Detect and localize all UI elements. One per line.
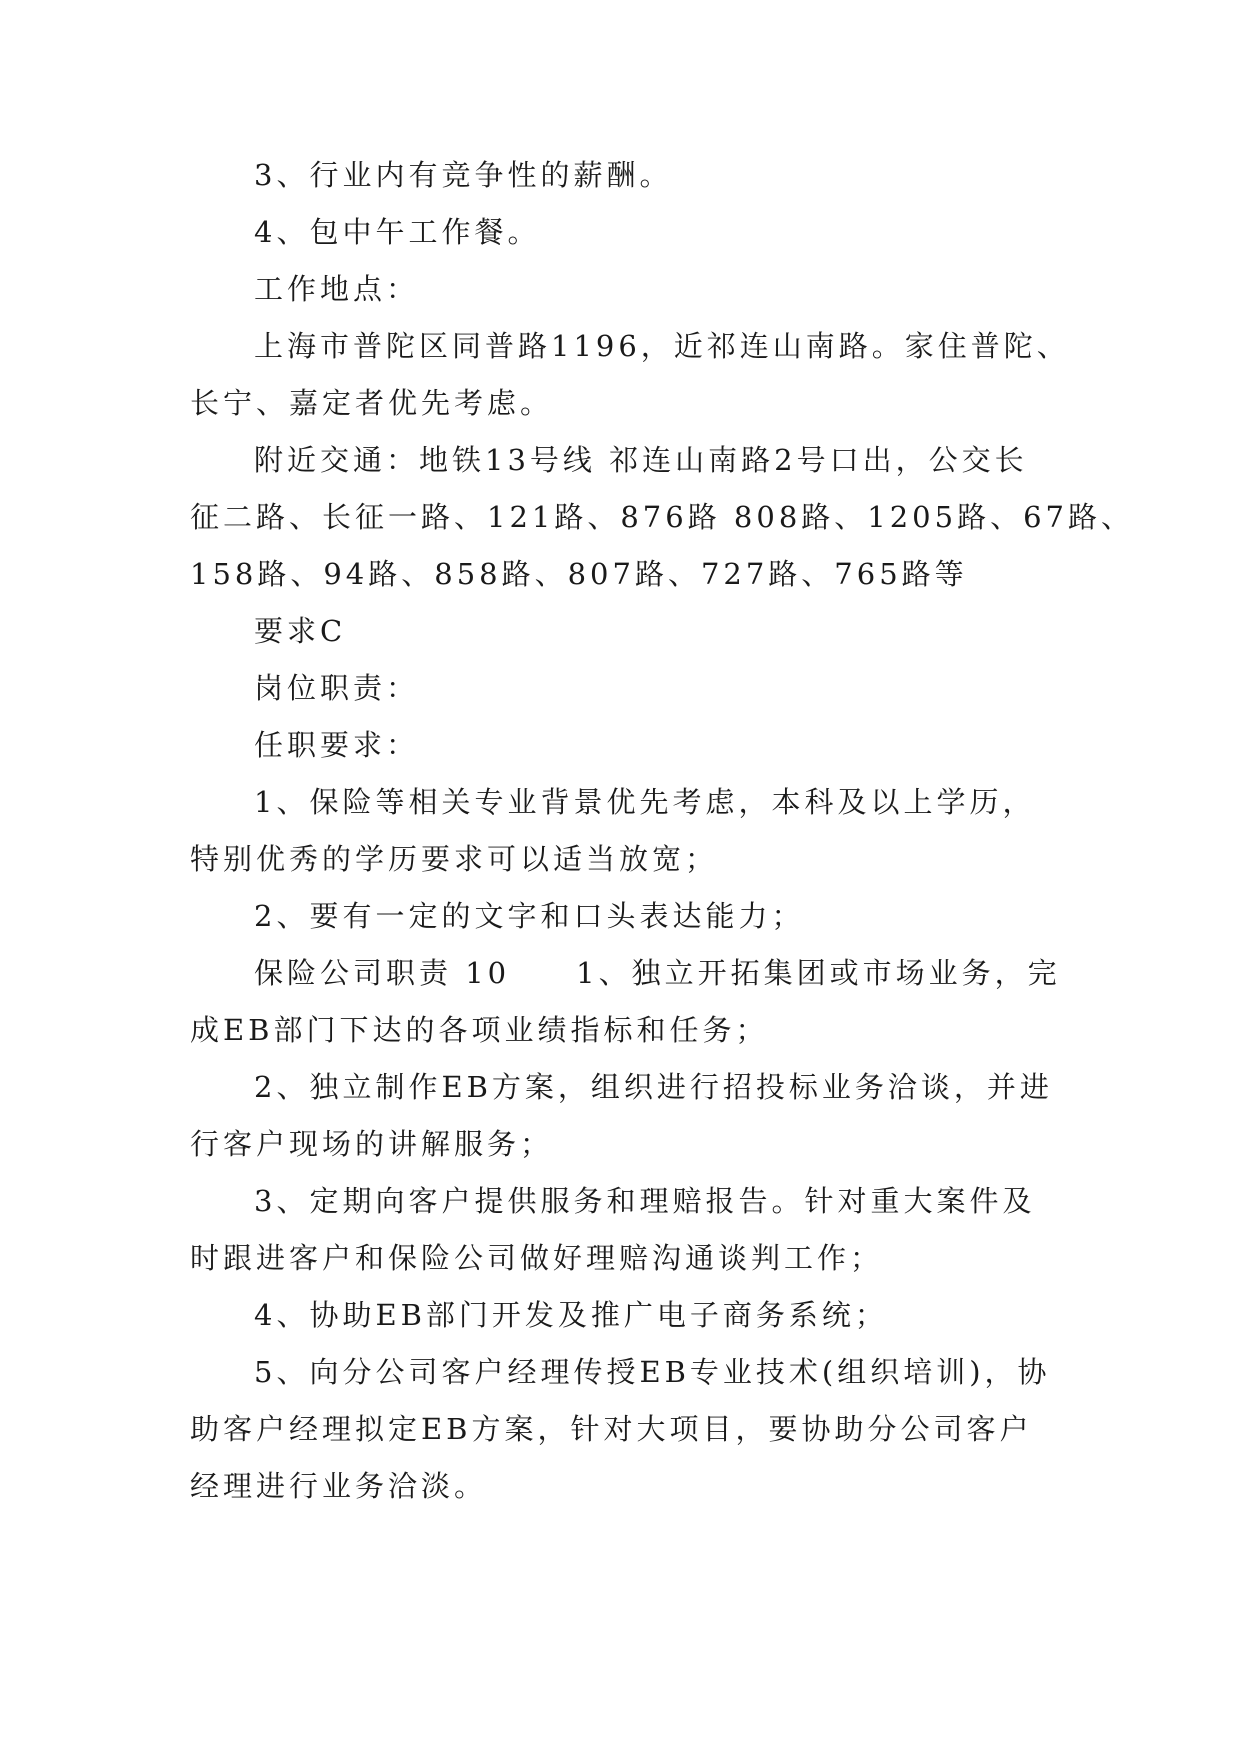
- text-line: 4、协助EB部门开发及推广电子商务系统；: [254, 1298, 888, 1332]
- text-line: 附近交通：地铁13号线 祁连山南路2号口出，公交长: [254, 443, 1028, 477]
- text-line: 5、向分公司客户经理传授EB专业技术(组织培训)，协: [254, 1355, 1051, 1389]
- text-line: 2、独立制作EB方案，组织进行招投标业务洽谈，并进: [254, 1070, 1053, 1104]
- text-line: 3、行业内有竞争性的薪酬。: [254, 158, 673, 192]
- text-line: 4、包中午工作餐。: [254, 215, 541, 249]
- text-line: 经理进行业务洽淡。: [190, 1469, 488, 1503]
- text-line: 任职要求：: [254, 728, 420, 762]
- text-line: 行客户现场的讲解服务；: [190, 1127, 554, 1161]
- text-line: 特别优秀的学历要求可以适当放宽；: [190, 842, 719, 876]
- text-line: 成EB部门下达的各项业绩指标和任务；: [190, 1013, 769, 1047]
- text-line: 助客户经理拟定EB方案，针对大项目，要协助分公司客户: [190, 1412, 1033, 1446]
- text-line: 3、定期向客户提供服务和理赔报告。针对重大案件及: [254, 1184, 1036, 1218]
- text-line: 岗位职责：: [254, 671, 420, 705]
- text-line: 征二路、长征一路、121路、876路 808路、1205路、67路、: [190, 500, 1134, 534]
- text-line: 上海市普陀区同普路1196，近祁连山南路。家住普陀、: [254, 329, 1070, 363]
- text-line: 时跟进客户和保险公司做好理赔沟通谈判工作；: [190, 1241, 884, 1275]
- text-line: 要求C: [254, 614, 347, 648]
- text-line: 158路、94路、858路、807路、727路、765路等: [190, 557, 968, 591]
- text-line: 2、要有一定的文字和口头表达能力；: [254, 899, 805, 933]
- text-line: 工作地点：: [254, 272, 420, 306]
- text-line: 保险公司职责 10 1、独立开拓集团或市场业务，完: [254, 956, 1061, 990]
- text-line: 长宁、嘉定者优先考虑。: [190, 386, 554, 420]
- text-line: 1、保险等相关专业背景优先考虑，本科及以上学历，: [254, 785, 1036, 819]
